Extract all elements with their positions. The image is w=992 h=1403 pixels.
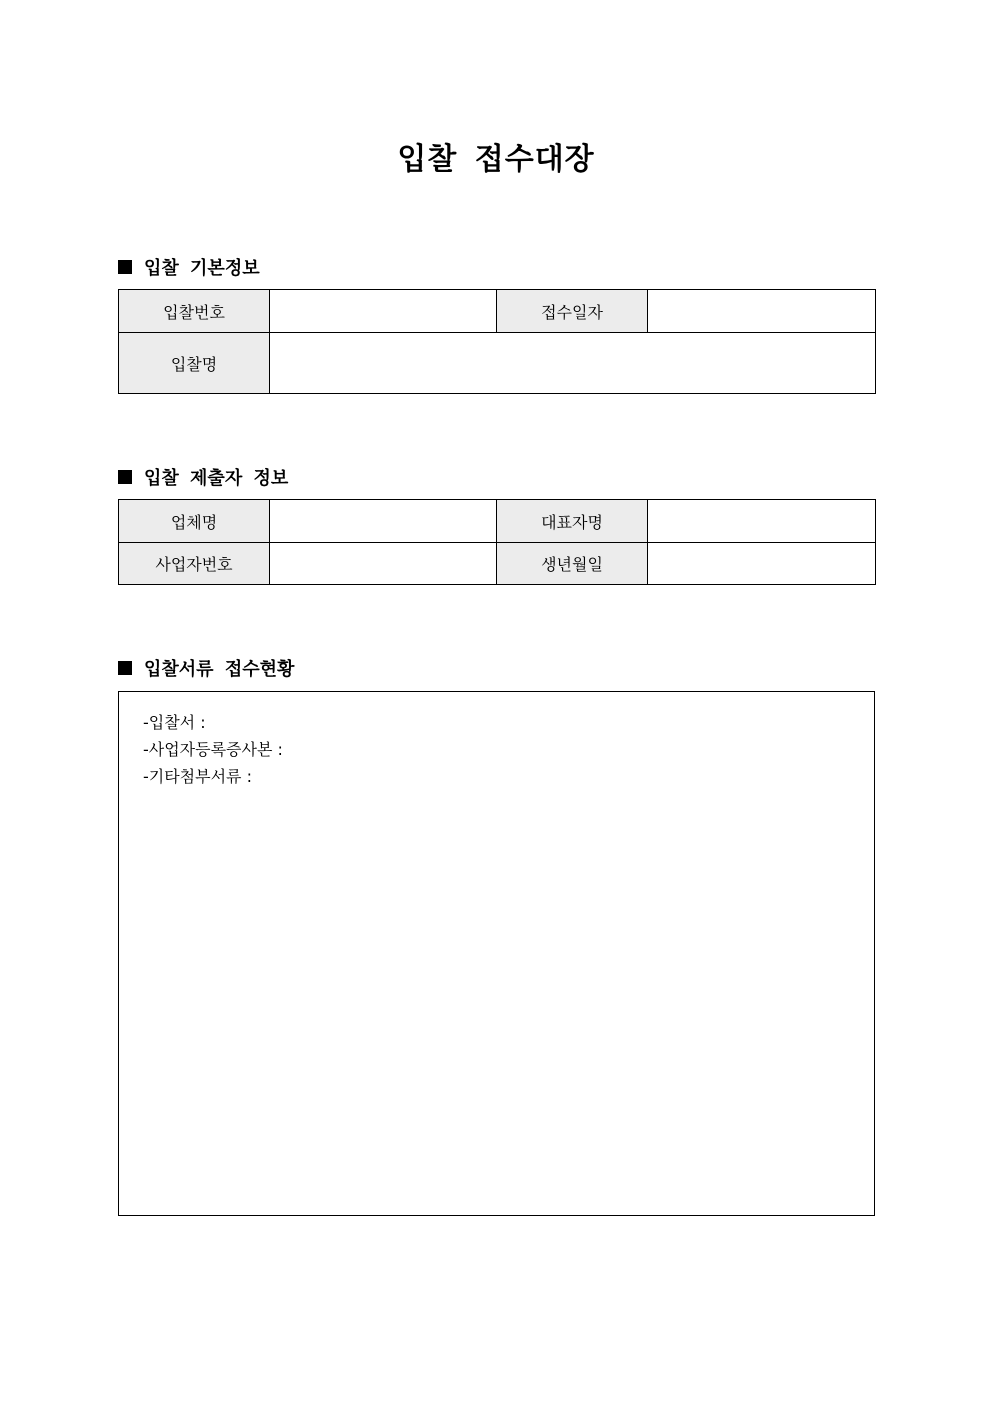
receipt-date-label: 접수일자 — [497, 290, 648, 333]
submitter-info-table — [118, 499, 876, 585]
section-heading-submitter-info — [118, 464, 288, 490]
documents-status-box[interactable] — [118, 691, 875, 1216]
ceo-name-field[interactable] — [648, 500, 876, 543]
company-name-label: 업체명 — [119, 500, 270, 543]
bid-name-label: 입찰명 — [119, 333, 270, 394]
square-bullet-icon — [118, 260, 132, 274]
section-heading-basic-info — [118, 254, 260, 280]
square-bullet-icon — [118, 661, 132, 675]
list-item: -사업자등록증사본 : — [143, 740, 283, 759]
section-heading-documents — [118, 655, 294, 681]
list-item: -입찰서 : — [143, 713, 206, 732]
section-heading-text: 입찰 기본정보 — [144, 258, 260, 279]
table-row — [119, 333, 876, 394]
section-heading-text: 입찰서류 접수현황 — [144, 659, 295, 680]
list-item: -기타첨부서류 : — [143, 767, 252, 786]
document-title: 입찰 접수대장 — [397, 142, 595, 177]
ceo-name-label: 대표자명 — [497, 500, 648, 543]
table-row — [119, 543, 876, 585]
bid-number-label: 입찰번호 — [119, 290, 270, 333]
documents-list — [119, 692, 874, 790]
bid-name-field[interactable] — [270, 333, 876, 394]
table-row — [119, 500, 876, 543]
basic-info-table — [118, 289, 876, 394]
company-name-field[interactable] — [270, 500, 497, 543]
business-number-field[interactable] — [270, 543, 497, 585]
receipt-date-field[interactable] — [648, 290, 876, 333]
birth-date-label: 생년월일 — [497, 543, 648, 585]
table-row — [119, 290, 876, 333]
section-heading-text: 입찰 제출자 정보 — [144, 468, 289, 489]
square-bullet-icon — [118, 470, 132, 484]
birth-date-field[interactable] — [648, 543, 876, 585]
business-number-label: 사업자번호 — [119, 543, 270, 585]
bid-number-field[interactable] — [270, 290, 497, 333]
